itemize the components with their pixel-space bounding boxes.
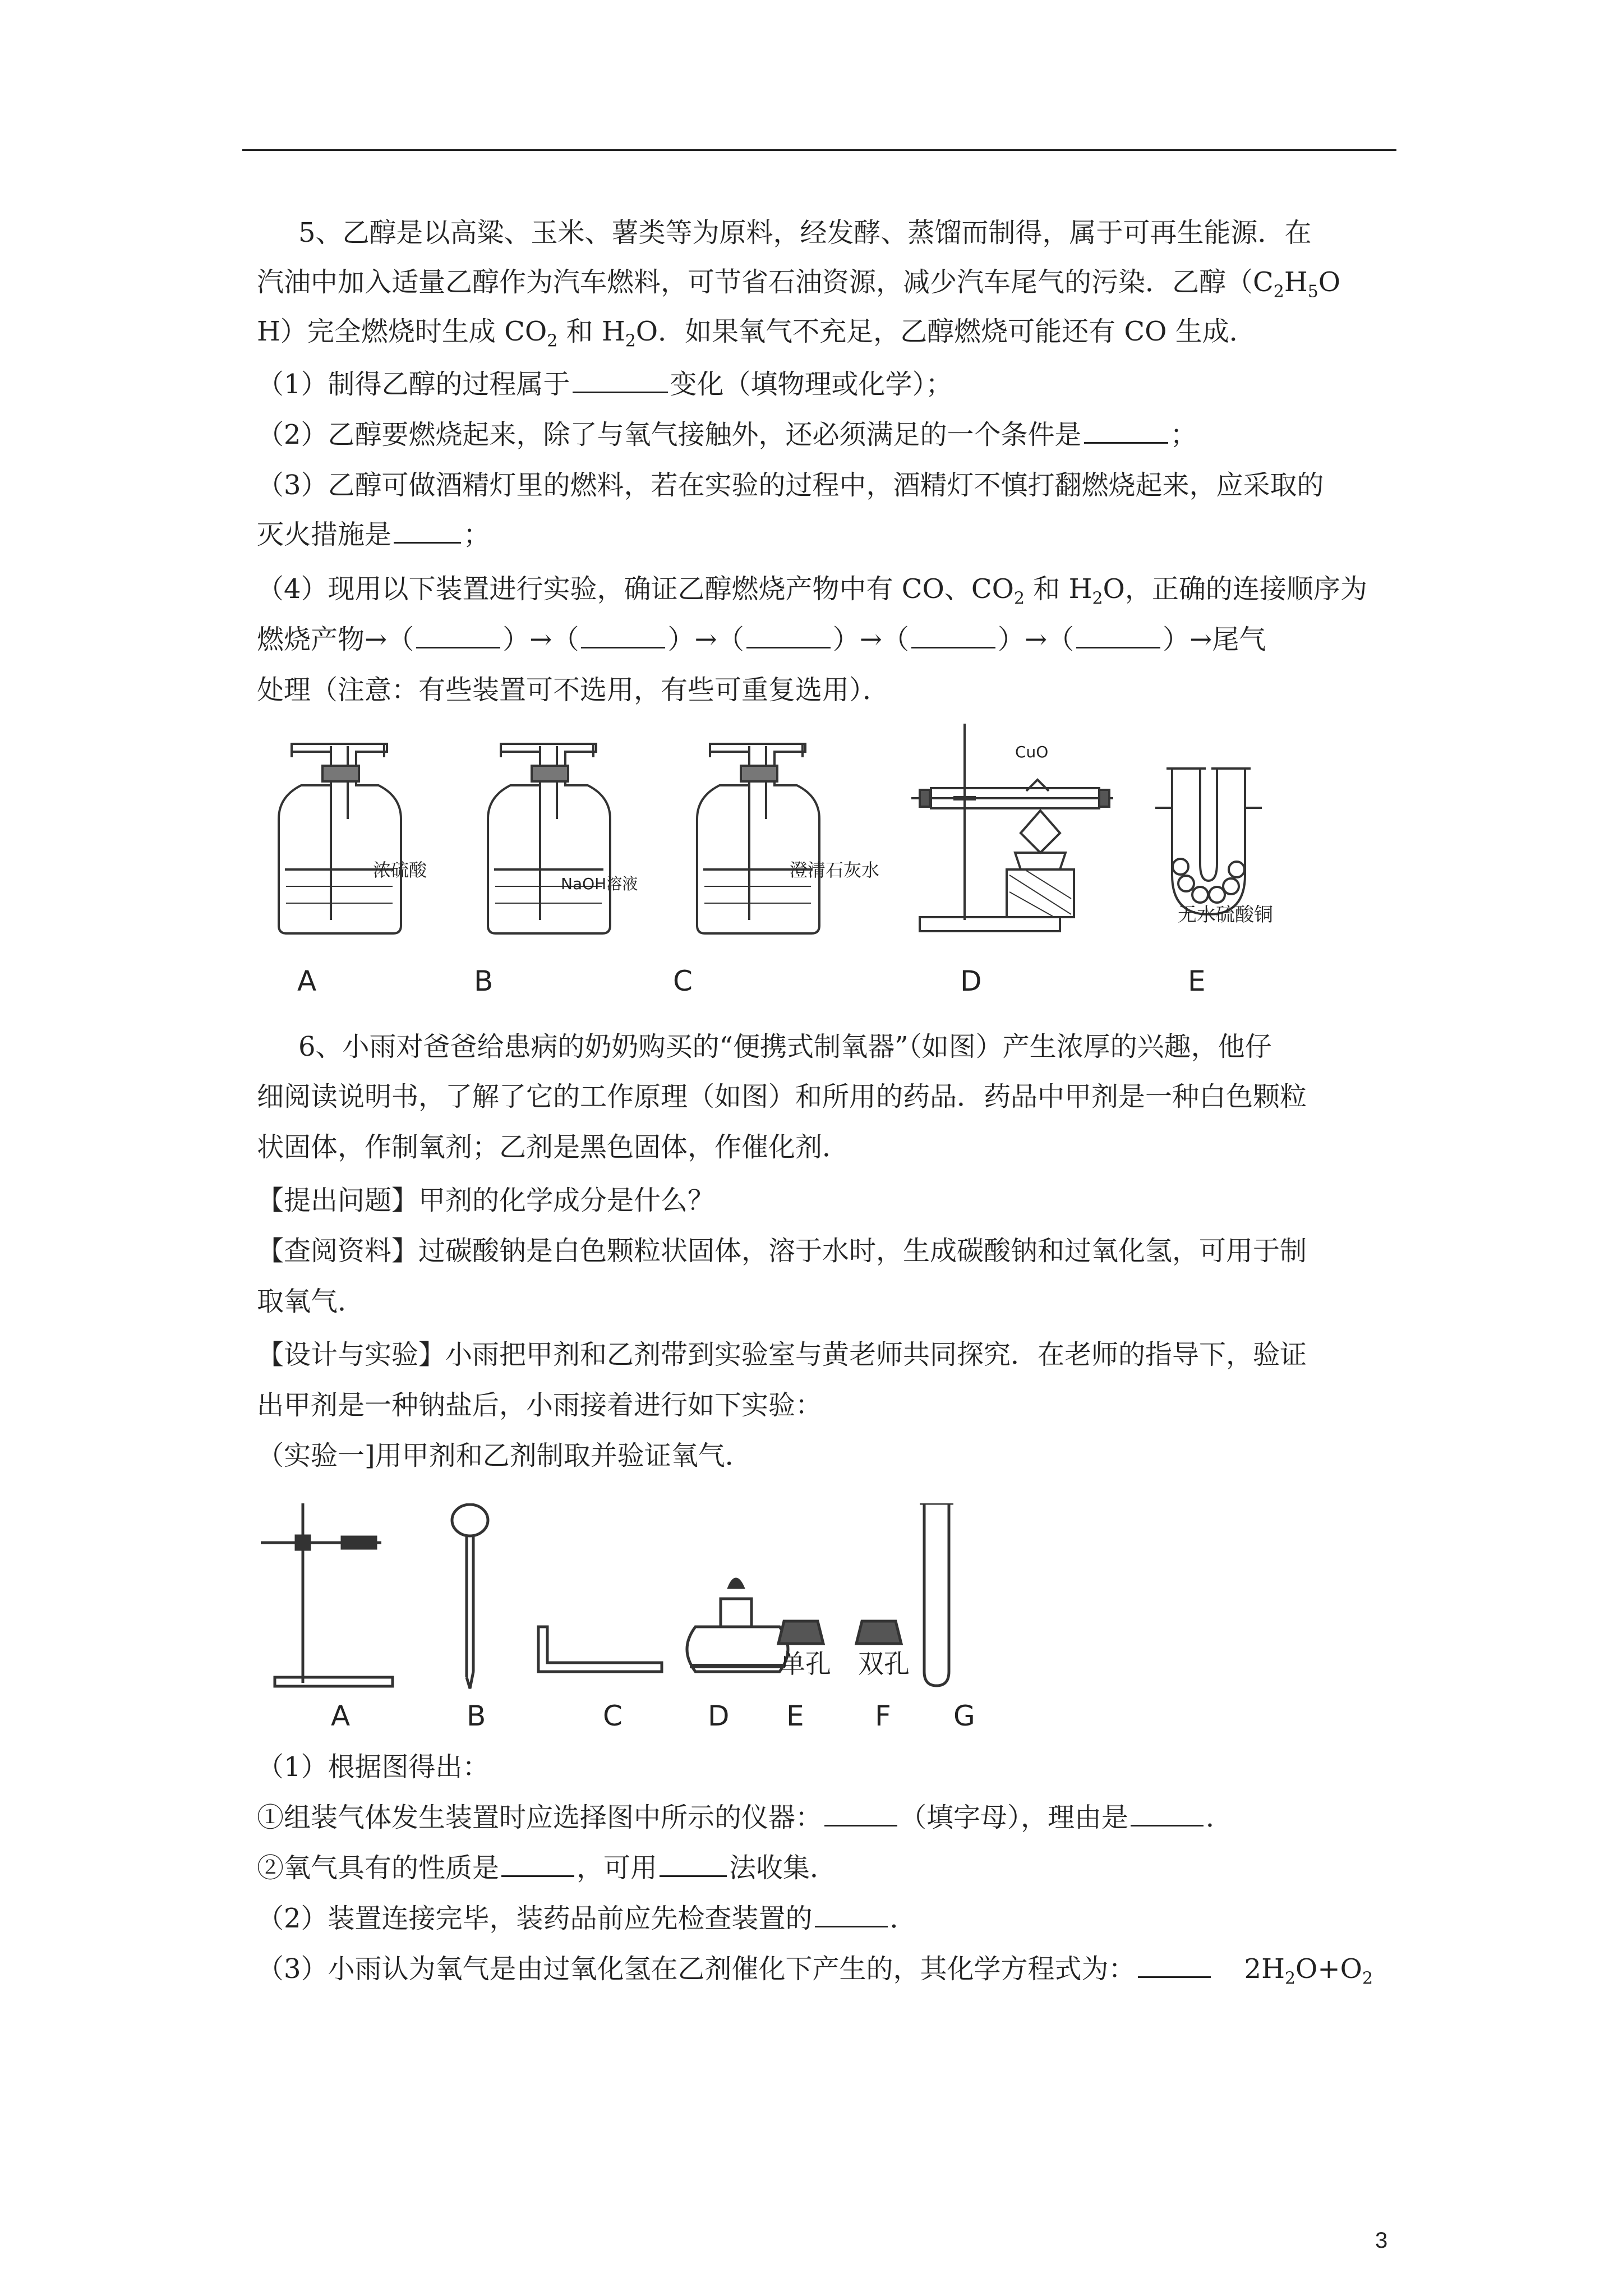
answer-blank[interactable]	[501, 1853, 574, 1877]
q5-part-3-cont: 灭火措施是 ；	[257, 519, 491, 550]
apparatus-letter-c: C	[673, 965, 693, 997]
label-anhydrous-cuso4: 无水硫酸铜	[1178, 904, 1273, 926]
wash-bottle-a	[279, 744, 401, 933]
answer-blank[interactable]	[911, 624, 995, 648]
answer-blank[interactable]	[824, 1802, 897, 1826]
alcohol-lamp	[687, 1579, 788, 1672]
q6-sub-1: （1）根据图得出：	[257, 1751, 490, 1783]
answer-blank[interactable]	[581, 624, 665, 648]
header-rule	[242, 149, 1396, 151]
wash-bottle-b	[488, 744, 610, 933]
answer-blank[interactable]	[746, 624, 831, 648]
label-single-hole: 单孔	[780, 1649, 831, 1679]
answer-blank[interactable]	[660, 1853, 727, 1877]
single-hole-stopper	[778, 1621, 823, 1644]
instrument-letter-c: C	[603, 1700, 623, 1732]
long-neck-funnel	[452, 1504, 488, 1688]
q5-part-4-note: 处理（注意：有些装置可不选用，有些可重复选用）．	[257, 674, 890, 706]
instrument-letter-a: A	[331, 1700, 351, 1732]
answer-blank[interactable]	[1084, 420, 1168, 444]
bent-glass-tube	[538, 1627, 662, 1672]
instrument-letter-f: F	[875, 1700, 891, 1732]
apparatus-letter-b: B	[474, 965, 494, 997]
q6-design-2: 出甲剂是一种钠盐后，小雨接着进行如下实验：	[257, 1389, 823, 1421]
q6-reference-1: 【查阅资料】过碳酸钠是白色颗粒状固体，溶于水时，生成碳酸钠和过氧化氢，可用于制	[257, 1235, 1307, 1267]
apparatus-letter-a: A	[297, 965, 317, 997]
label-double-hole: 双孔	[858, 1649, 910, 1679]
answer-blank[interactable]	[416, 624, 500, 648]
answer-blank[interactable]	[1138, 1954, 1211, 1978]
answer-blank[interactable]	[1131, 1802, 1204, 1826]
q6-line-3: 状固体，作制氧剂；乙剂是黑色固体，作催化剂．	[257, 1131, 850, 1163]
q5-part-1: （1）制得乙醇的过程属于 变化（填物理或化学）；	[257, 369, 953, 400]
double-hole-stopper	[856, 1621, 901, 1644]
q6-experiment-1: （实验一]用甲剂和乙剂制取并验证氧气．	[257, 1440, 752, 1471]
apparatus-letter-d: D	[960, 965, 982, 997]
instrument-letter-d: D	[708, 1700, 730, 1732]
q5-line-1: 5、乙醇是以高粱、玉米、薯类等为原料，经发酵、蒸馏而制得，属于可再生能源．在	[298, 217, 1312, 249]
q5-part-4-sequence: 燃烧产物→（ ）→（ ）→（ ）→（ ）→（ ）→尾气	[257, 624, 1266, 655]
instrument-letter-b: B	[467, 1700, 486, 1732]
q6-design-1: 【设计与实验】小雨把甲剂和乙剂带到实验室与黄老师共同探究．在老师的指导下，验证	[257, 1339, 1307, 1370]
q6-sub-1a: ①组装气体发生装置时应选择图中所示的仪器： （填字母），理由是 ．	[257, 1802, 1233, 1833]
wash-bottle-c	[697, 744, 819, 933]
instrument-letter-g: G	[953, 1700, 975, 1732]
q6-reference-2: 取氧气．	[257, 1286, 365, 1317]
instrument-letter-e: E	[786, 1700, 804, 1732]
answer-blank[interactable]	[1076, 624, 1160, 648]
label-limewater: 澄清石灰水	[790, 859, 880, 881]
q6-instruments-figure	[247, 1503, 1032, 1694]
label-cuo: CuO	[1015, 743, 1049, 761]
label-naoh-solution: NaOH溶液	[561, 875, 638, 893]
q6-line-2: 细阅读说明书，了解了它的工作原理（如图）和所用的药品．药品中甲剂是一种白色颗粒	[257, 1081, 1307, 1112]
u-tube-apparatus	[1155, 769, 1262, 914]
label-conc-sulfuric-acid: 浓硫酸	[373, 859, 427, 881]
apparatus-letter-e: E	[1188, 965, 1206, 997]
cuo-heating-apparatus	[911, 724, 1113, 931]
iron-stand	[261, 1503, 393, 1686]
q6-question-head: 【提出问题】甲剂的化学成分是什么？	[257, 1185, 715, 1216]
answer-blank[interactable]	[815, 1903, 888, 1927]
q6-sub-3: （3）小雨认为氧气是由过氧化氢在乙剂催化下产生的，其化学方程式为： $2H_2O+O_2$	[257, 1953, 1373, 1989]
test-tube	[920, 1503, 953, 1686]
page-number: 3	[1375, 2228, 1388, 2253]
q5-apparatus-figure	[247, 724, 1413, 948]
q5-part-4: （4）现用以下装置进行实验，确证乙醇燃烧产物中有 CO、$CO_2$ 和 $H_2O$，正确的连接顺序为	[257, 573, 1367, 609]
q5-part-2: （2）乙醇要燃烧起来，除了与氧气接触外，还必须满足的一个条件是 ；	[257, 419, 1197, 450]
answer-blank[interactable]	[394, 519, 461, 544]
q5-line-2: 汽油中加入适量乙醇作为汽车燃料，可节省石油资源，减少汽车尾气的污染．乙醇（$C_2H_5O$	[257, 266, 1341, 302]
q6-line-1: 6、小雨对爸爸给患病的奶奶购买的“便携式制氧器”（如图）产生浓厚的兴趣，他仔	[298, 1031, 1272, 1062]
q6-sub-1b: ②氧气具有的性质是 ，可用 法收集．	[257, 1852, 837, 1884]
q5-part-3: （3）乙醇可做酒精灯里的燃料，若在实验的过程中，酒精灯不慎打翻燃烧起来，应采取的	[257, 470, 1324, 501]
q5-line-3: H）完全燃烧时生成 $CO_2$ 和 $H_2O$．如果氧气不充足，乙醇燃烧可能还有 CO 生成．	[257, 316, 1256, 351]
answer-blank[interactable]	[573, 369, 668, 393]
q6-sub-2: （2）装置连接完毕，装药品前应先检查装置的 ．	[257, 1903, 917, 1934]
